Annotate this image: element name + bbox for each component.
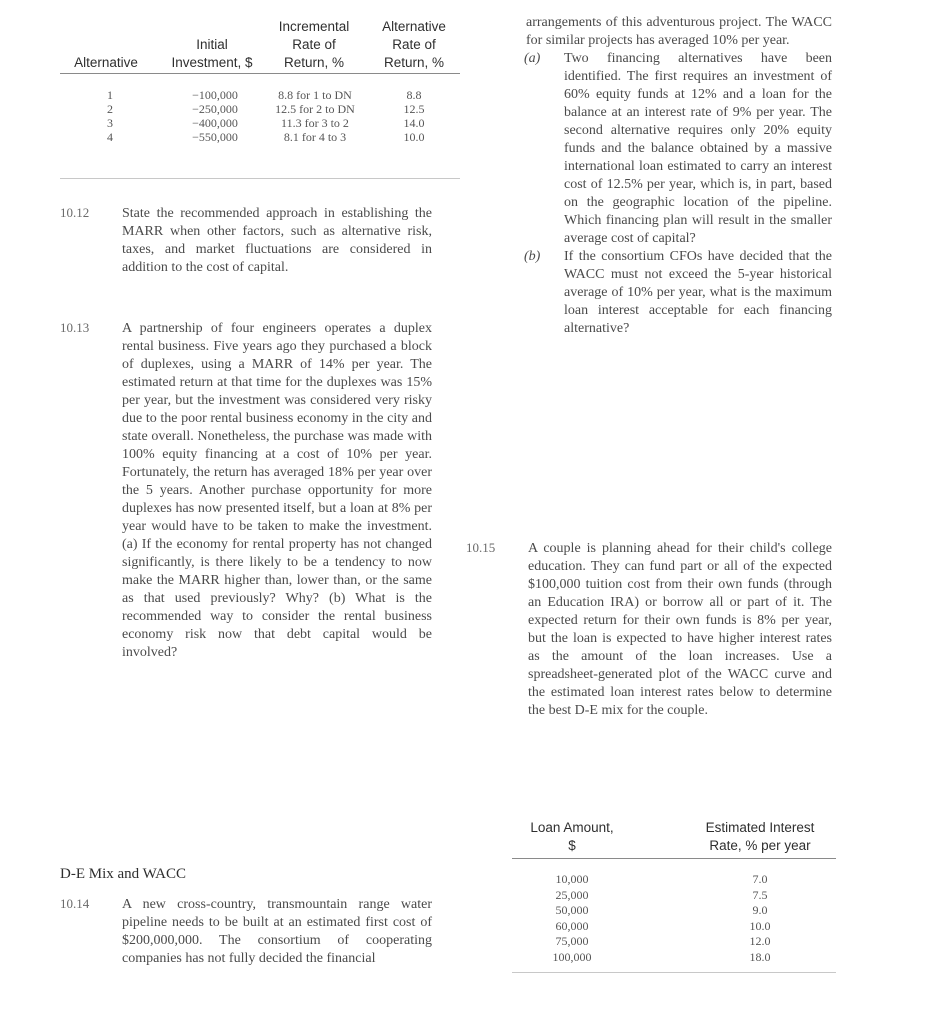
problem-number: 10.13	[60, 320, 90, 335]
table-row	[512, 872, 836, 888]
cell-alt: 3	[107, 116, 113, 130]
part-b-label: (b)	[524, 249, 541, 264]
header-rate-of: Rate of	[292, 37, 336, 52]
problem-text: A new cross-country, transmountain range water pipeline needs to be built at an estimated first cost of $200,000,000. The consortium of cooperating companies has not fully decided the financial	[122, 897, 432, 966]
table-row	[512, 950, 836, 966]
cell-loan-amount: 25,000	[555, 887, 589, 902]
cell-investment: −400,000	[192, 116, 238, 130]
problem-10-14	[60, 896, 432, 968]
part-a-label: (a)	[524, 51, 541, 66]
alternatives-table-header	[58, 14, 458, 70]
cell-alt: 1	[107, 88, 113, 102]
table-row	[60, 130, 460, 144]
header-investment: Investment, $	[171, 55, 253, 70]
header-return-2: Return, %	[383, 55, 445, 70]
cell-interest-rate: 7.0	[752, 872, 768, 886]
table-row	[512, 934, 836, 950]
alternatives-table-body	[60, 88, 460, 144]
loan-table-bottom-rule	[512, 972, 836, 973]
cell-ror: 12.5	[403, 102, 425, 116]
cell-ror: 14.0	[403, 116, 425, 130]
cell-alt: 2	[107, 102, 113, 116]
cell-loan-amount: 75,000	[555, 934, 589, 949]
cell-investment: −550,000	[192, 130, 238, 144]
cell-interest-rate: 10.0	[749, 918, 771, 933]
cell-incremental: 8.8 for 1 to DN	[278, 88, 352, 102]
table-rule	[60, 73, 460, 74]
header-alternative: Alternative	[74, 55, 138, 70]
alternatives-table	[58, 14, 458, 70]
problem-number: 10.14	[60, 896, 90, 911]
problem-text: A couple is planning ahead for their child's college education. They can fund part or all of the expected $100,000 tuition cost from their own funds (through an Education IRA) or borrow all or part of it. The expected return for their own funds is 8% per year, but the loan is expected to have higher interest rates as the amount of the loan increases. Use a spreadsheet-generated plot of the WACC curve and the estimated loan interest rates below to determine the best D-E mix for the couple.	[528, 541, 832, 718]
problem-10-15	[466, 540, 832, 720]
cell-investment: −250,000	[192, 102, 238, 116]
table-bottom-rule	[60, 178, 460, 179]
cell-loan-amount: 10,000	[555, 872, 589, 886]
cell-incremental: 11.3 for 3 to 2	[281, 116, 349, 130]
cell-interest-rate: 12.0	[749, 934, 771, 949]
problem-10-13	[60, 320, 432, 662]
problem-number: 10.15	[466, 540, 496, 555]
loan-table-header	[512, 820, 836, 860]
cell-ror: 8.8	[406, 88, 422, 102]
table-row	[512, 919, 836, 935]
loan-table-rule	[512, 858, 836, 859]
section-title: D-E Mix and WACC	[60, 866, 186, 882]
cell-interest-rate: 9.0	[752, 903, 768, 918]
problem-number: 10.12	[60, 205, 90, 220]
header-dollar: $	[568, 838, 576, 853]
problem-10-14-continued	[526, 14, 832, 338]
cell-incremental: 12.5 for 2 to DN	[275, 102, 355, 116]
table-row	[60, 88, 460, 102]
table-row	[512, 903, 836, 919]
header-rate-per-year: Rate, % per year	[709, 838, 811, 853]
table-row	[512, 888, 836, 904]
header-incremental: Incremental	[278, 19, 350, 34]
cell-ror: 10.0	[403, 130, 425, 144]
problem-text: State the recommended approach in establishing the MARR when other factors, such as alternative risk, taxes, and market fluctuations are considered in addition to the cost of capital.	[122, 206, 432, 275]
cell-loan-amount: 50,000	[555, 903, 589, 918]
header-rate-of-2: Rate of	[392, 37, 436, 52]
problem-text-continued: arrangements of this adventurous project. The WACC for similar projects has averaged 10% per year.	[526, 15, 832, 48]
part-a-text: Two financing alternatives have been identified. The first requires an investment of 60% equity funds at 12% and a loan for the balance at an interest rate of 9% per year. The second alternative requires only 20% equity funds and the balance obtained by a massive international loan estimated to carry an interest cost of 12.5% per year, which is, in part, based on the geographic location of the pipeline. Which financing plan will result in the smaller average cost of capital?	[564, 51, 832, 246]
cell-loan-amount: 100,000	[552, 949, 592, 964]
loan-table	[512, 820, 836, 860]
cell-incremental: 8.1 for 4 to 3	[283, 130, 347, 144]
part-b	[526, 248, 832, 338]
header-return: Return, %	[283, 55, 345, 70]
cell-interest-rate: 18.0	[749, 949, 771, 964]
header-alternative-2: Alternative	[382, 19, 446, 34]
header-estimated-interest: Estimated Interest	[705, 820, 815, 835]
part-b-text: If the consortium CFOs have decided that the WACC must not exceed the 5-year historical average of 10% per year, what is the maximum loan interest acceptable for each financing alternative?	[564, 249, 832, 336]
table-row	[60, 102, 460, 116]
part-a	[526, 50, 832, 248]
header-loan-amount: Loan Amount,	[530, 820, 614, 835]
table-row	[60, 116, 460, 130]
header-initial: Initial	[196, 37, 228, 52]
cell-investment: −100,000	[192, 88, 238, 102]
loan-table-body	[512, 872, 836, 966]
cell-alt: 4	[107, 130, 113, 144]
cell-interest-rate: 7.5	[752, 887, 768, 902]
cell-loan-amount: 60,000	[555, 918, 589, 933]
problem-10-12	[60, 205, 432, 277]
problem-text: A partnership of four engineers operates a duplex rental business. Five years ago they purchased a block of duplexes, using a MARR of 14% per year. The estimated return at that time for the duplexes was 15% per year, but the investment was considered very risky due to the poor rental business economy in the city and state overall. Nonetheless, the purchase was made with 100% equity financing at a cost of 10% per year. Fortunately, the return has averaged 18% per year over the 5 years. Another purchase opportunity for more duplexes has now presented itself, but a loan at 8% per year would have to be taken to make the investment. (a) If the economy for rental property has not changed significantly, is there likely to be a tendency to now make the MARR higher than, lower than, or the same as that used previously? Why? (b) What is the recommended way to consider the rental business economy risk now that debt capital would be involved?	[122, 321, 432, 660]
